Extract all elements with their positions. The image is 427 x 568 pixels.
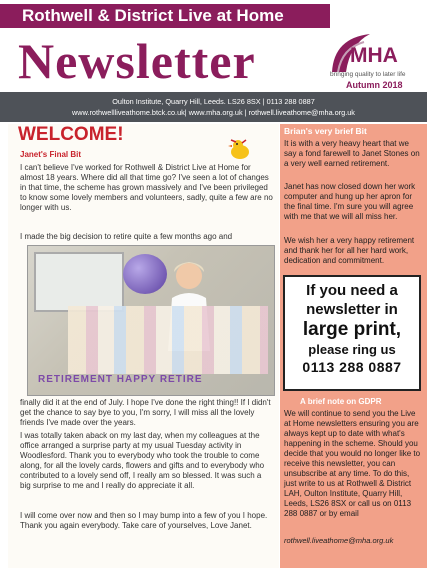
large-print-line: please ring us: [308, 342, 396, 357]
brian-paragraph: We wish her a very happy retirement and thank her for all her hard work, dedication and commitment.: [284, 236, 415, 265]
contact-web[interactable]: www.rothwellliveathome.btck.co.uk| www.mha.org.uk | rothwell.liveathome@mha.org.uk: [72, 108, 355, 117]
contact-bar: [0, 92, 427, 122]
gdpr-paragraph: We will continue to send you the Live at Home newsletters ensuring you are always kept up to date with what's happening in the scheme. Should you decide that you would no longer like to receive this newsletter, you can unsubscribe at any time. To do this, just write to us at Rothwell & District LAH, Oulton Institute, Quarry Hill, Leeds, LS26 8SX or call us on 0113 288 0887 or by email: [284, 409, 421, 518]
welcome-paragraph: I made the big decision to retire quite a few months ago and: [20, 232, 233, 241]
email-link[interactable]: rothwell.liveathome@mha.org.uk: [284, 536, 394, 545]
large-print-line: large print,: [302, 319, 402, 340]
welcome-paragraph: I can't believe I've worked for Rothwell & District Live at Home for almost 18 years. Where did all that time go? I've seen a lot of changes in that time, the scheme has grown massively and I've been privileged to know some lovely members and volunteers, sadly, quite a few are no longer with us.: [20, 163, 273, 212]
greeting-cards: [68, 306, 268, 374]
brian-heading: Brian's very brief Bit: [284, 126, 367, 136]
welcome-heading: WELCOME!: [18, 124, 124, 145]
org-title: Rothwell & District Live at Home: [0, 4, 330, 28]
contact-address: Oulton Institute, Quarry Hill, Leeds. LS26 8SX | 0113 288 0887: [112, 97, 315, 106]
logo-tagline: bringing quality to later life: [330, 71, 406, 78]
large-print-notice: [283, 275, 421, 391]
section-subhead: Janet's Final Bit: [20, 150, 82, 159]
brian-paragraph: It is with a very heavy heart that we say a fond farewell to Janet Stones on a very well earned retirement.: [284, 139, 420, 168]
retirement-banner: RETIREMENT HAPPY RETIRE: [38, 374, 203, 385]
chick-icon: [228, 138, 252, 160]
large-print-line: If you need a: [306, 282, 398, 299]
gdpr-heading: A brief note on GDPR: [300, 397, 382, 406]
welcome-paragraph: I was totally taken aback on my last day, when my colleagues at the office arranged a surprise party at my usual Tuesday activity in Woodlesford. Thank you to everybody who took the trouble to come along, for all the lovely cards, flowers and gifts and to everybody who contributed to a lovely send off, I really am so blessed. It was such a big surprise to me and I really do appreciate it all.: [20, 431, 265, 490]
welcome-paragraph: finally did it at the end of July. I hope I've done the right thing!! If I didn't get the chance to say bye to you, I'm sorry, I will miss all the lovely friends I've made over the years.: [20, 398, 271, 427]
edition-label: Autumn 2018: [346, 80, 403, 90]
brian-paragraph: Janet has now closed down her work computer and hung up her apron for the final time. I'm sure you will agree with me that we will all miss her.: [284, 182, 416, 221]
phone-number: 0113 288 0887: [302, 359, 402, 375]
large-print-line: newsletter in: [306, 301, 398, 318]
logo-text: MHA: [350, 44, 398, 67]
welcome-paragraph: I will come over now and then so I may bump into a few of you I hope. Thank you again everybody. Take care of yourselves, Love Janet.: [20, 511, 268, 530]
retirement-photo: [27, 245, 275, 396]
newsletter-title: Newsletter: [18, 33, 256, 89]
photo-window: [34, 252, 124, 312]
